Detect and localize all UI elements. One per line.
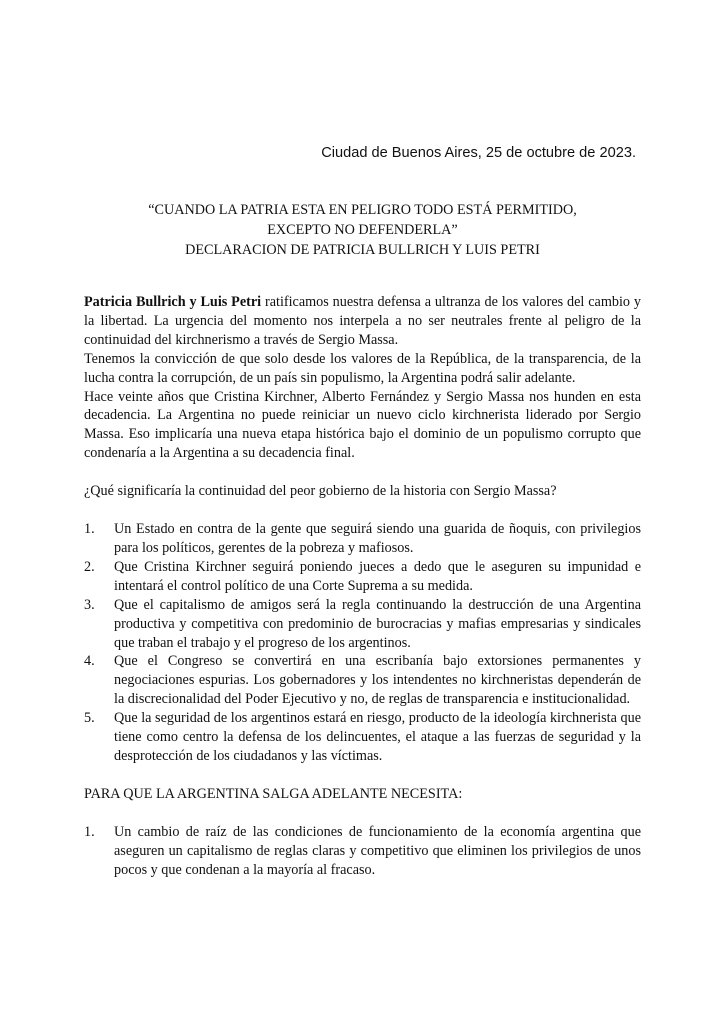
list-item xyxy=(84,652,641,709)
list-item xyxy=(84,558,641,596)
author-names: Patricia Bullrich y Luis Petri xyxy=(84,294,262,310)
list-item-text: Que la seguridad de los argentinos estará en riesgo, producto de la ideología kirchnerista que tiene como centro la defensa de los delincuentes, el ataque a las fuerzas de seguridad y la desprotección de los ciudadanos y las víctimas. xyxy=(114,710,641,764)
list-item xyxy=(84,823,641,880)
needs-heading: PARA QUE LA ARGENTINA SALGA ADELANTE NECESITA: xyxy=(84,785,463,802)
needs-list xyxy=(84,823,641,880)
document-body xyxy=(84,293,641,879)
title-line-2: EXCEPTO NO DEFENDERLA” xyxy=(267,222,458,238)
list-item-number: 5. xyxy=(84,710,95,727)
list-item-text: Que el capitalismo de amigos será la regla continuando la destrucción de una Argentina productiva y competitiva con predominio de burocracias y mafias empresarias y sindicales que traban el trabajo y el progreso de los argentinos. xyxy=(114,596,641,651)
list-item xyxy=(84,596,641,653)
title-line-3: DECLARACION DE PATRICIA BULLRICH Y LUIS PETRI xyxy=(185,242,540,258)
list-item-text: Que el Congreso se convertirá en una escribanía bajo extorsiones permanentes y negociaciones espurias. Los gobernadores y los intendentes no kirchneristas dependerán de la discrecionalidad del Poder Ejecutivo y no, de reglas de transparencia e institucionalidad. xyxy=(114,653,641,708)
list-item-number: 4. xyxy=(84,653,95,670)
list-item xyxy=(84,520,641,558)
list-item xyxy=(84,709,641,766)
intro-paragraph-1 xyxy=(84,293,641,350)
consequences-list xyxy=(84,520,641,766)
intro-paragraph-2: Tenemos la convicción de que solo desde los valores de la República, de la transparencia, de la lucha contra la corrupción, de un país sin populismo, la Argentina podrá salir adelante. xyxy=(84,350,641,386)
declaration-title xyxy=(84,200,641,260)
question-heading: ¿Qué significaría la continuidad del peor gobierno de la historia con Sergio Massa? xyxy=(84,483,557,500)
list-item-text: Que Cristina Kirchner seguirá poniendo jueces a dedo que le aseguren su impunidad e intentará el control político de una Corte Suprema a su medida. xyxy=(114,558,641,594)
intro-paragraph-1-text: ratificamos nuestra defensa a ultranza de los valores del cambio y la libertad. La urgencia del momento nos interpela a no ser neutrales frente al peligro de la continuidad del kirchnerismo a través de Sergio Massa. xyxy=(84,294,641,348)
list-item-number: 1. xyxy=(84,823,95,840)
intro-paragraph-3: Hace veinte años que Cristina Kirchner, Alberto Fernández y Sergio Massa nos hunden en esta decadencia. La Argentina no puede reiniciar un nuevo ciclo kirchnerista liderado por Sergio Massa. Eso implicaría una nueva etapa histórica bajo el dominio de un populismo corrupto que condenaría a la Argentina a su decadencia final. xyxy=(84,388,641,462)
title-line-1: “CUANDO LA PATRIA ESTA EN PELIGRO TODO ESTÁ PERMITIDO, xyxy=(148,202,577,218)
list-item-text: Un cambio de raíz de las condiciones de funcionamiento de la economía argentina que aseguren un capitalismo de reglas claras y competitivo que eliminen los privilegios de unos pocos y que condenan a la mayoría al fracaso. xyxy=(114,823,641,878)
list-item-number: 3. xyxy=(84,596,95,613)
list-item-text: Un Estado en contra de la gente que seguirá siendo una guarida de ñoquis, con privilegios para los políticos, gerentes de la pobreza y mafiosos. xyxy=(114,521,641,556)
list-item-number: 1. xyxy=(84,521,95,538)
date-line: Ciudad de Buenos Aires, 25 de octubre de 2023. xyxy=(321,145,636,161)
list-item-number: 2. xyxy=(84,558,95,575)
